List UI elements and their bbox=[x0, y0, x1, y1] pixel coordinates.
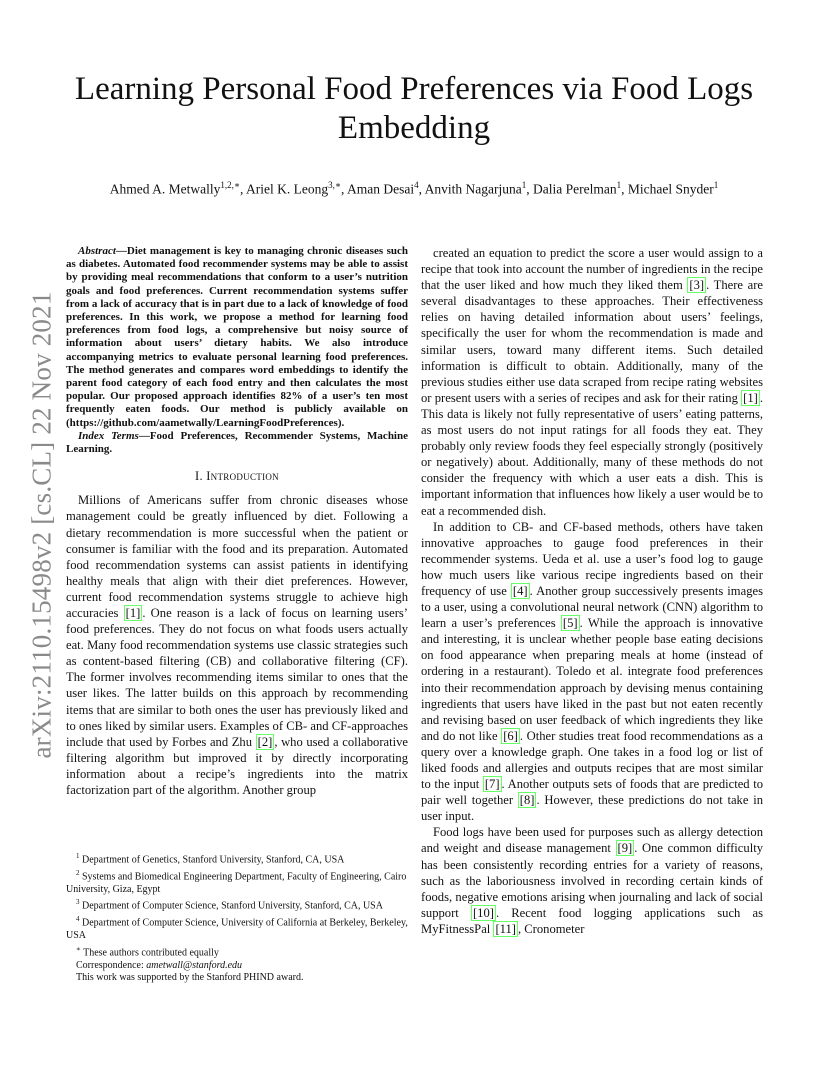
footnote-marker: 3 bbox=[76, 898, 80, 907]
citation-link[interactable]: [9] bbox=[617, 841, 633, 856]
footnote-marker: 2 bbox=[76, 868, 80, 877]
index-terms-label: Index Terms bbox=[78, 429, 139, 442]
section-heading bbox=[66, 468, 408, 484]
citation-link[interactable]: [2] bbox=[257, 734, 273, 749]
citation-link[interactable]: [1] bbox=[125, 606, 141, 620]
author-name: Aman Desai bbox=[347, 181, 415, 197]
arxiv-sidebar bbox=[22, 285, 62, 765]
author-affiliation: 3,∗ bbox=[328, 180, 342, 190]
author-affiliation: 1 bbox=[713, 180, 719, 190]
left-body bbox=[66, 492, 408, 798]
arxiv-identifier: arXiv:2110.15498v2 [cs.CL] 22 Nov 2021 bbox=[26, 291, 57, 759]
author-name: Ahmed A. Metwally bbox=[109, 181, 221, 197]
footnote-list bbox=[66, 850, 408, 960]
author-affiliation: 1,2,∗ bbox=[220, 180, 241, 190]
body-paragraph: In addition to CB- and CF-based methods, others have taken innovative approaches to gauge food preferences in their recommender systems. Ueda et al. use a user’s food log to gauge how much users like various recipe ingredients based on their frequency of use [4] . Another group successively presents images to a user, using a convolutional neural network (CNN) algorithm to learn a user’s preferences [5] . While the approach is innovative and interesting, it is unclear whether people base eating decisions on food appearance when preparing meals at home (instead of ordering in a restaurant). Toledo et al. integrate food preferences into their recommendation approach by devising menus containing ingredients that users have liked in the past but not eaten recently and revising based on user feedback of which ingredients they like and do not like [6] . Other studies treat food recommendations as a query over a knowledge graph. One takes in a food log or list of liked foods and allergies and outputs recipes that are most similar to the input [7] . Another outputs sets of foods that are predicted to pair well together [8] . However, these predictions do not take in user input. bbox=[421, 519, 763, 824]
index-terms bbox=[66, 430, 408, 456]
abstract-label: Abstract bbox=[78, 245, 116, 257]
body-paragraph: created an equation to predict the score a user would assign to a recipe that took into account the number of ingredients in the recipe that the user liked and how much they liked them [3] . There are several disadvantages to these approaches. Their effectiveness relies on having detailed information about users’ feelings, specifically the user for whom the recommendation is made and similar users, toward many different items. Such detailed information is difficult to obtain. Additionally, many of the previous studies either use data scraped from recipe rating websites or present users with a series of recipes and ask for their rating [1] . This data is likely not fully representative of users’ eating patterns, as most users do not input ratings for all foods they eat. They probably only review foods they feel especially strongly (positively or negatively) about. Additionally, many of these methods do not consider the frequency with which a user eats a dish. This is important information that influences how likely a user would be to eat a recommended dish. bbox=[421, 246, 763, 518]
funding-note: This work was supported by the Stanford PHIND award. bbox=[76, 972, 304, 984]
citation-link[interactable]: [8] bbox=[519, 793, 535, 808]
citation-link[interactable]: [10] bbox=[472, 905, 494, 920]
footnote: $^3$ Department of Computer Science, Stanford University, Stanford, CA, USA bbox=[76, 898, 383, 912]
section-title: Introduction bbox=[206, 469, 279, 484]
body-paragraph: Food logs have been used for purposes such as allergy detection and weight and disease management [9] . One common difficulty has been consistently recording entries for a variety of reasons, such as the laboriousness involved in recording certain kinds of foods, negative emotions arising when journaling and lack of social support [10] . Recent food logging applications such as MyFitnessPal [11] , Cronometer bbox=[421, 825, 764, 936]
footnote: ∗ These authors contributed equally bbox=[76, 944, 219, 959]
author-affiliation: 1 bbox=[616, 180, 622, 190]
author-name: Michael Snyder bbox=[627, 181, 714, 197]
citation-link[interactable]: [6] bbox=[503, 728, 518, 743]
body-paragraph: Millions of Americans suffer from chronic diseases whose management could be greatly influenced by diet. Following a dietary recommendation is more successful when the patient or consumer is familiar with the food and its preparation. Automated food recommendation systems can assist patients in identifying healthy meals that align with their diet preferences. However, current food recommendation systems struggle to achieve high accuracies [1] . One reason is a lack of focus on learning users’ food preferences. They do not focus on what foods users actually eat. Many food recommendation systems use classic strategies such as content-based filtering (CB) and collaborative filtering (CF). The former involves recommending items similar to ones that the user likes. The latter builds on this approach by recommending items that are similar to both ones the user has previously liked and to ones liked by similar users. Examples of CB- and CF-approaches include that used by Forbes and Zhu [2] , who used a collaborative filtering algorithm but improved it by directly incorporating information about a recipe’s ingredients into the matrix factorization part of the algorithm. Another group bbox=[66, 493, 409, 798]
footnote-marker: ∗ bbox=[76, 944, 81, 953]
author-affiliation: 4 bbox=[414, 180, 419, 190]
paper-title: Learning Personal Food Preferences via Food Logs Embedding bbox=[74, 71, 754, 146]
author-name: Ariel K. Leong bbox=[246, 181, 329, 197]
right-column bbox=[421, 245, 763, 937]
citation-link[interactable]: [5] bbox=[562, 616, 578, 631]
index-terms-text: —Food Preferences, Recommender Systems, Machine Learning. bbox=[66, 429, 408, 456]
section-number: I. bbox=[195, 469, 207, 484]
author-name: Dalia Perelman bbox=[533, 181, 617, 197]
abstract bbox=[66, 245, 408, 430]
citation-link[interactable]: [11] bbox=[495, 921, 516, 936]
correspondence-email[interactable]: ametwall@stanford.edu bbox=[146, 959, 243, 971]
citation-link[interactable]: [1] bbox=[743, 390, 758, 405]
right-body bbox=[421, 245, 763, 937]
footnote-marker: 4 bbox=[76, 915, 80, 924]
correspondence bbox=[66, 960, 408, 973]
author-list: Ahmed A. Metwally$^{1,2,∗}$, Ariel K. Leong$^{3,∗}$, Aman Desai$^4$, Anvith Nagarjuna$^1$, Dalia Perelman$^1$, Michael Snyder$^1$ bbox=[109, 180, 719, 197]
author-affiliation: 1 bbox=[521, 180, 527, 190]
footnote: $^2$ Systems and Biomedical Engineering Department, Faculty of Engineering, Cairo University, Giza, Egypt bbox=[66, 868, 407, 895]
citation-link[interactable]: [3] bbox=[689, 278, 705, 293]
footnote: $^4$ Department of Computer Science, University of California at Berkeley, Berkeley, USA bbox=[66, 915, 408, 942]
left-column bbox=[66, 245, 408, 798]
correspondence-label: Correspondence: bbox=[76, 959, 147, 971]
abstract-text: —Diet management is key to managing chronic diseases such as diabetes. Automated food recommender systems may be able to assist by providing meal recommendations that conform to a user’s nutrition goals and food preferences. Current recommendation systems suffer from a lack of accuracy that is in part due to a lack of knowledge of food preferences. In this work, we propose a method for learning food preferences from food logs, a comprehensive but noisy source of information about users’ dietary habits. We also introduce accompanying metrics to evaluate personal learning food preferences. The method generates and compares word embeddings to identify the parent food category of each food entry and then calculates the most popular. Our proposed approach identifies 82% of a user’s ten most frequently eaten foods. Our method is publicly available on (https://github.com/aametwally/LearningFoodPreferences). bbox=[66, 245, 408, 429]
citation-link[interactable]: [7] bbox=[484, 777, 500, 792]
footnote-marker: 1 bbox=[76, 852, 80, 860]
footnote: $^1$ Department of Genetics, Stanford University, Stanford, CA, USA bbox=[76, 852, 345, 866]
citation-link[interactable]: [4] bbox=[512, 583, 528, 598]
footnotes bbox=[66, 850, 408, 985]
author-name: Anvith Nagarjuna bbox=[424, 181, 522, 197]
